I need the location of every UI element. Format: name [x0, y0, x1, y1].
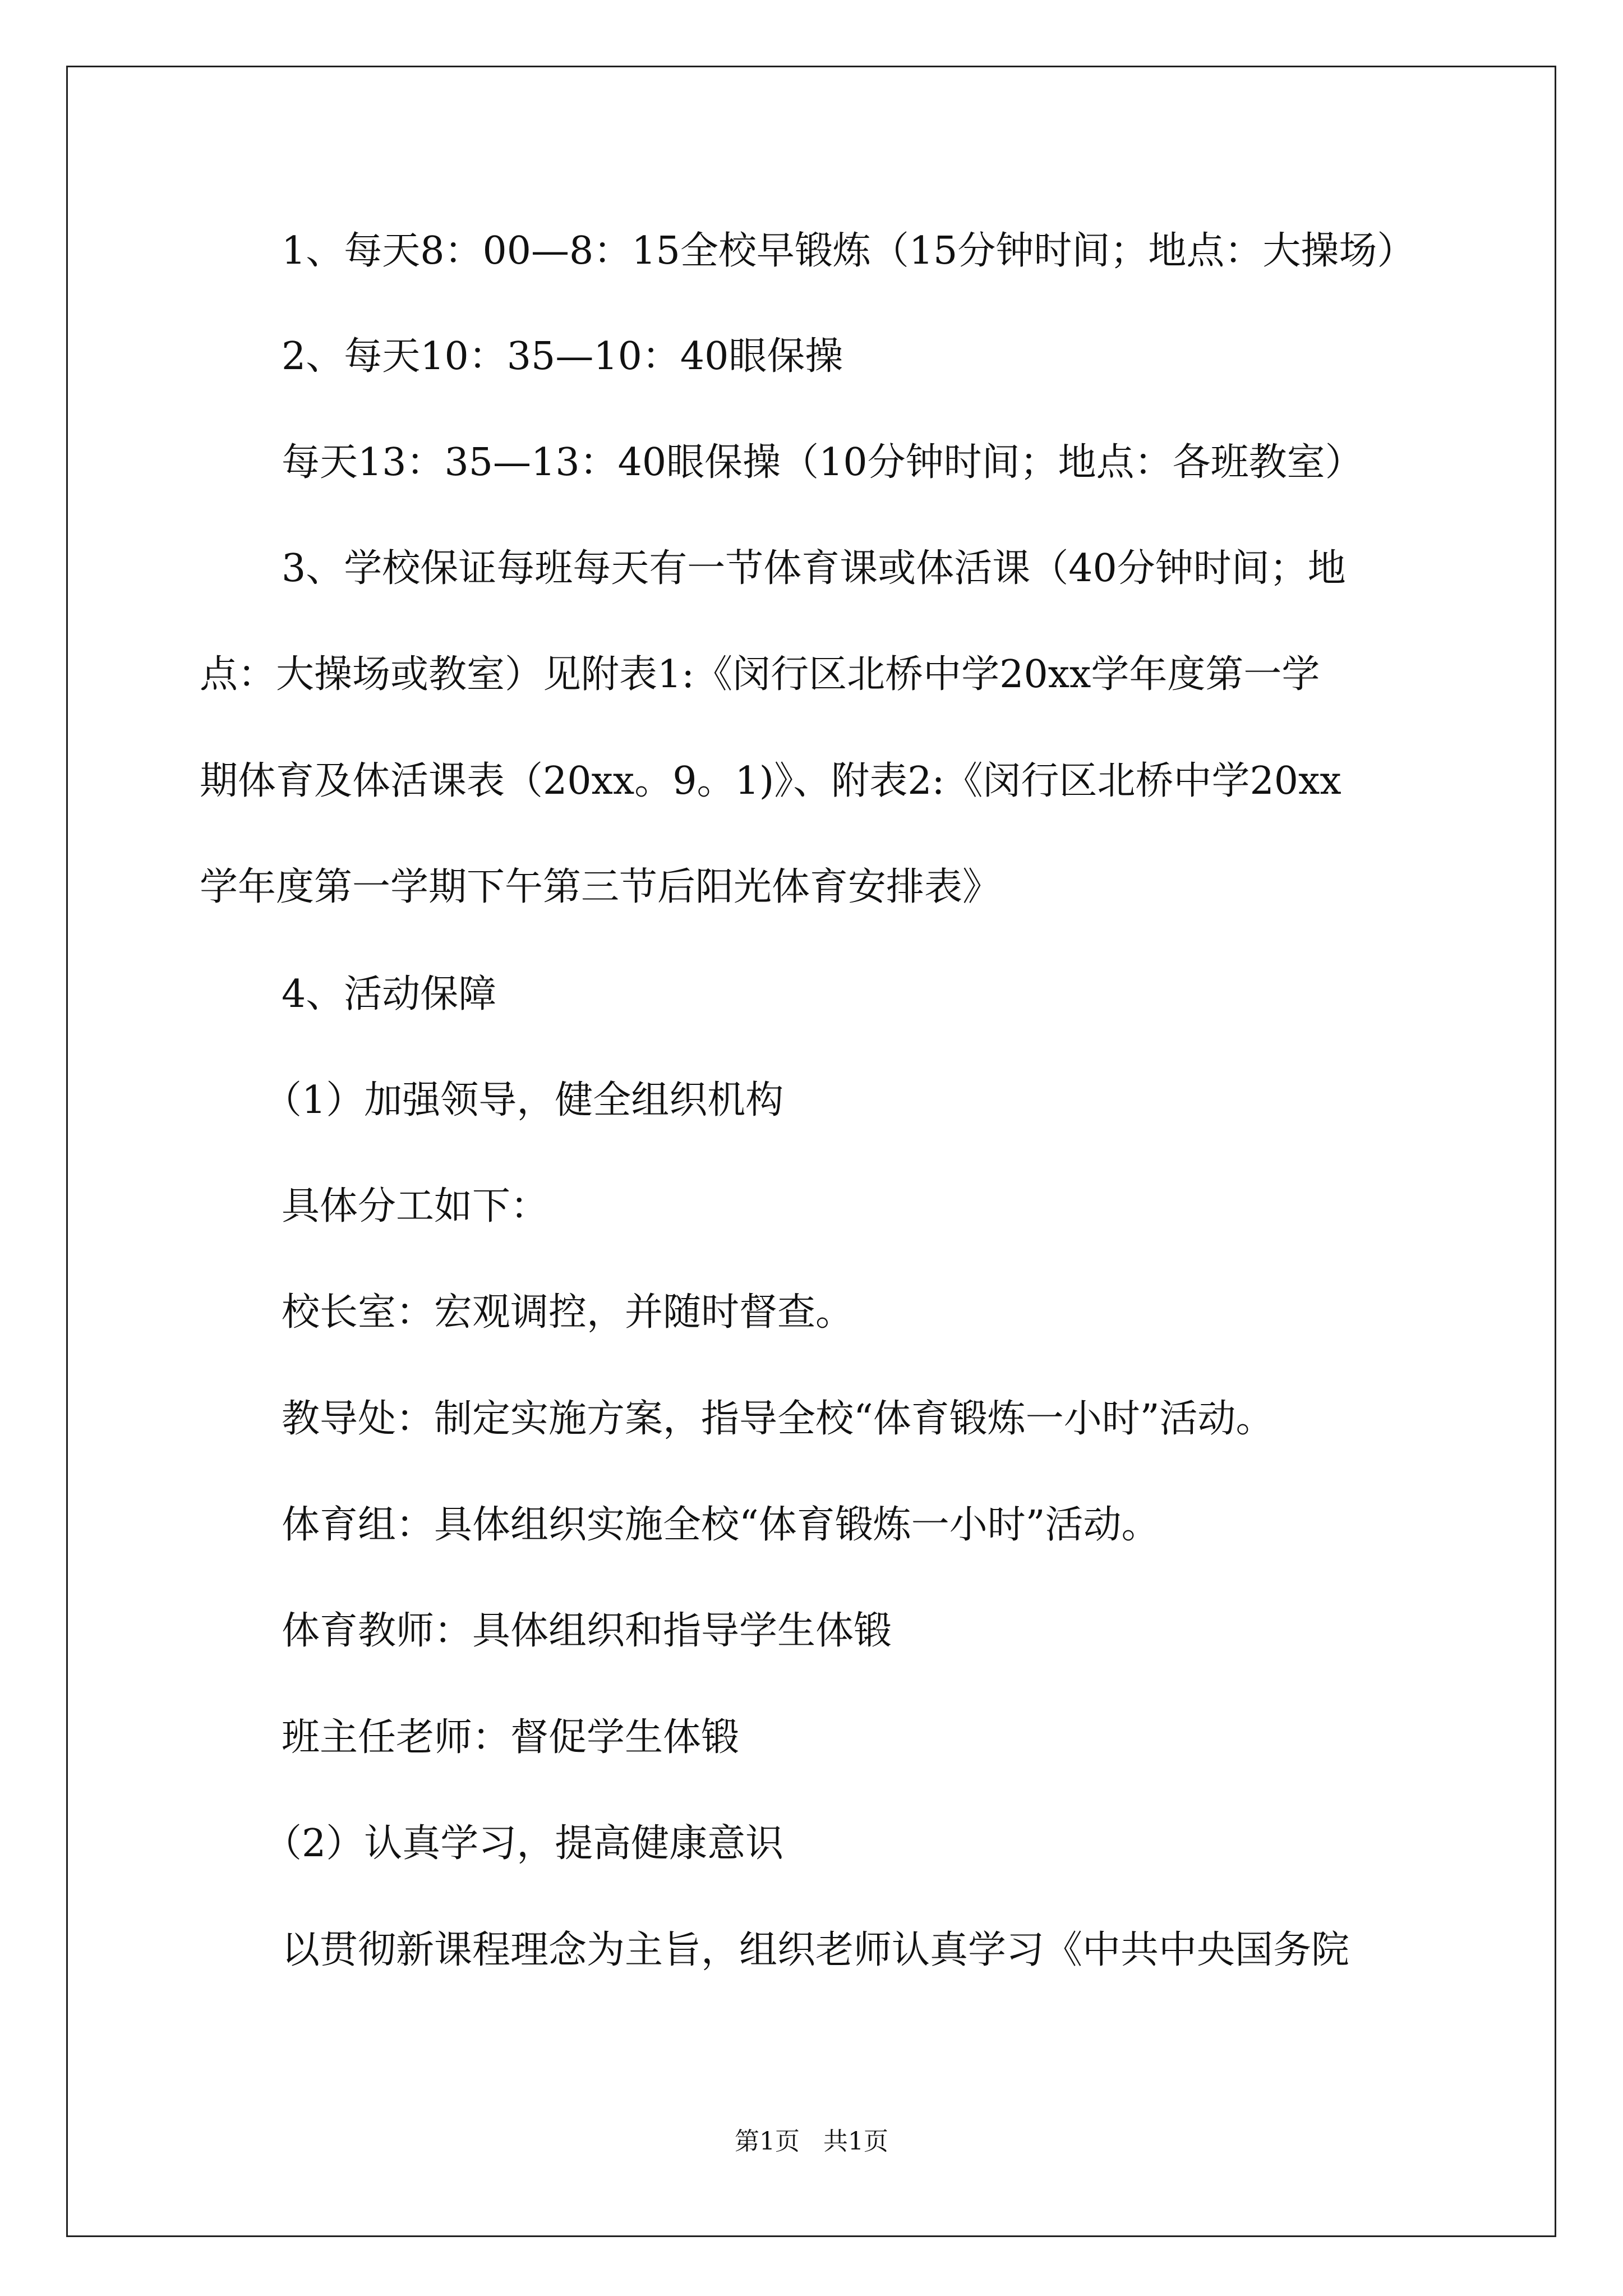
text-line: 3、学校保证每班每天有一节体育课或体活课（40分钟时间；地 [282, 546, 1346, 591]
text-line: 每天13：35—13：40眼保操（10分钟时间；地点：各班教室） [282, 440, 1363, 485]
text-line: 班主任老师：督促学生体锻 [282, 1715, 740, 1760]
text-line: 以贯彻新课程理念为主旨，组织老师认真学习《中共中央国务院 [282, 1928, 1350, 1972]
page-footer: 第1页 共1页 [735, 2127, 888, 2156]
text-line: 点：大操场或教室）见附表1:《闵行区北桥中学20xx学年度第一学 [200, 652, 1320, 697]
text-line: 4、活动保障 [282, 972, 497, 1016]
text-line: 校长室：宏观调控，并随时督查。 [282, 1290, 854, 1335]
text-line: （1）加强领导，健全组织机构 [264, 1078, 784, 1122]
text-line: 体育教师：具体组织和指导学生体锻 [282, 1609, 892, 1653]
text-line: 1、每天8：00—8：15全校早锻炼（15分钟时间；地点：大操场） [282, 229, 1415, 273]
text-line: 具体分工如下： [282, 1184, 549, 1228]
page-border [66, 66, 1556, 2237]
text-line: 学年度第一学期下午第三节后阳光体育安排表》 [200, 865, 1001, 909]
text-line: （2）认真学习，提高健康意识 [264, 1821, 784, 1866]
text-line: 2、每天10：35—10：40眼保操 [282, 334, 843, 379]
text-line: 教导处：制定实施方案，指导全校“体育锻炼一小时”活动。 [282, 1397, 1274, 1441]
text-line: 体育组：具体组织实施全校“体育锻炼一小时”活动。 [282, 1503, 1160, 1547]
text-line: 期体育及体活课表（20xx。9。1)》、附表2:《闵行区北桥中学20xx [200, 759, 1341, 803]
